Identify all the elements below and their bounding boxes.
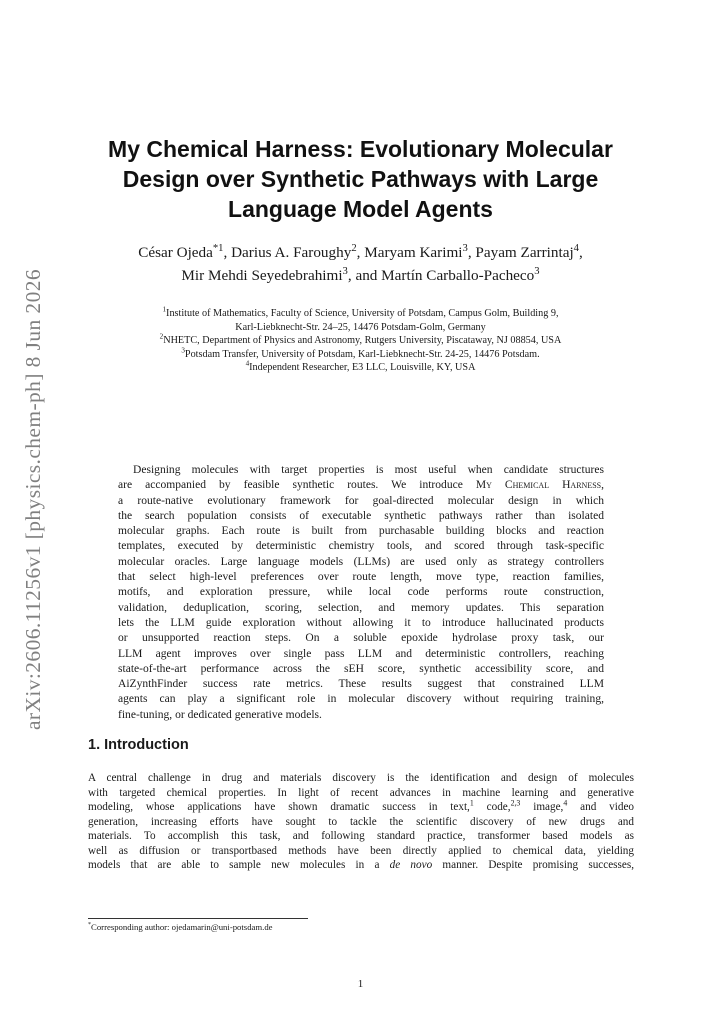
body-text: code,	[473, 801, 511, 814]
body-line: generation, increasing efforts have sought to tackle the scientific discovery of new drugs and	[88, 815, 634, 828]
affiliation-mark: 1	[162, 305, 167, 314]
author-name: , Darius A. Faroughy	[223, 244, 352, 261]
affiliation-list	[60, 307, 661, 375]
affiliation-line	[60, 348, 661, 362]
body-text: models that are able to sample new molecules in a	[88, 859, 380, 872]
title-line: Design over Synthetic Pathways with Large	[122, 166, 599, 192]
abstract-text: are accompanied by feasible synthetic routes. We introduce	[118, 479, 463, 492]
affiliation-mark: 3	[181, 346, 185, 355]
abstract-line: LLM agent improves over single pass LLM and deterministic controllers, reaching	[118, 647, 604, 660]
affiliation-line	[60, 361, 661, 375]
author-affiliation-mark: 3	[342, 265, 348, 277]
title-line: Language Model Agents	[228, 196, 493, 222]
abstract-line: Designing molecules with target properties is most useful when candidate structures	[133, 464, 604, 476]
citation-mark: 1	[469, 798, 474, 808]
author-list	[60, 241, 661, 287]
citation-mark: 4	[563, 798, 568, 808]
author-affiliation-mark: 3	[462, 242, 468, 254]
body-text: manner. Despite promising successes,	[432, 859, 635, 872]
introduction-paragraph	[88, 771, 634, 873]
author-separator: ,	[578, 244, 583, 261]
abstract-line: motifs, and exploration pressure, while local code performs route construction,	[118, 586, 604, 599]
author-line-1	[60, 241, 661, 264]
author-affiliation-mark: 2	[351, 242, 357, 254]
affiliation-mark: 4	[245, 359, 250, 368]
footnote-mark: *	[88, 922, 92, 929]
body-text: image,	[520, 801, 564, 814]
citation-mark: 2,3	[510, 798, 521, 808]
affiliation-line	[60, 321, 661, 335]
footnote-text: Corresponding author: ojedamarin@uni-potsdam.de	[91, 922, 273, 932]
abstract-line: state-of-the-art performance across the sEH score, synthetic accessibility score, and	[118, 662, 604, 675]
abstract-line	[118, 478, 604, 493]
author-name: Mir Mehdi Seyedebrahimi	[181, 267, 343, 284]
abstract-text: ,	[601, 479, 604, 492]
affiliation-text: Karl-Liebknecht-Str. 24–25, 14476 Potsdam-Golm, Germany	[235, 321, 486, 333]
abstract-line: the search population consists of executable synthetic pathways rather than isolated	[118, 509, 604, 522]
body-line: with targeted chemical properties. In light of recent advances in machine learning and generative	[88, 786, 634, 799]
body-text: modeling, whose applications have shown dramatic success in text,	[88, 801, 470, 814]
author-name: , Payam Zarrintaj	[467, 244, 574, 261]
body-line	[88, 858, 634, 873]
affiliation-text: Institute of Mathematics, Faculty of Science, University of Potsdam, Campus Golm, Building 9,	[166, 308, 559, 319]
abstract-line: agents can play a significant role in molecular discovery without requiring training,	[118, 693, 604, 706]
affiliation-line	[60, 334, 661, 348]
title-line: My Chemical Harness: Evolutionary Molecular	[108, 136, 613, 162]
affiliation-text: Potsdam Transfer, University of Potsdam, Karl-Liebknecht-Str. 24-25, 14476 Potsdam.	[184, 348, 540, 360]
arxiv-identifier-stamp	[14, 254, 54, 744]
abstract-line: lets the LLM guide exploration without allowing it to introduce hallucinated products	[118, 616, 604, 629]
abstract-line: templates, executed by deterministic chemistry tools, and scored through task-specific	[118, 540, 604, 553]
body-text: and video	[567, 801, 635, 814]
author-affiliation-mark: *1	[212, 242, 224, 254]
author-name: , and Martín Carballo-Pacheco	[347, 267, 535, 284]
abstract-line: validation, deduplication, scoring, selection, and memory updates. This separation	[118, 601, 604, 614]
abstract-line: molecular graphs. Each route is built from purchasable building blocks and reaction	[118, 525, 604, 538]
italic-term: de novo	[389, 859, 433, 872]
abstract-line: molecular oracles. Large language models (LLMs) are used only as strategy controllers	[118, 555, 604, 568]
page-number: 1	[357, 978, 364, 990]
author-affiliation-mark: 3	[534, 265, 540, 277]
abstract-line: or unsupported reaction steps. On a soluble epoxide hydrolase proxy task, our	[118, 632, 604, 645]
abstract-line: that select high-level preferences over route length, move type, reaction families,	[118, 571, 604, 584]
footnote	[88, 922, 273, 932]
body-line: well as diffusion or transportbased methods have been directly applied to chemical data, yielding	[88, 844, 634, 857]
author-name: , Maryam Karimi	[356, 244, 463, 261]
footnote-divider	[88, 918, 308, 919]
body-line	[88, 800, 634, 815]
framework-name: My Chemical Harness	[475, 479, 602, 492]
body-line: materials. To accomplish this task, and following standard practice, transformer based models as	[88, 830, 634, 843]
affiliation-text: Independent Researcher, E3 LLC, Louisville, KY, USA	[249, 362, 476, 373]
abstract-line: a route-native evolutionary framework for goal-directed molecular design in which	[118, 494, 604, 507]
abstract-line: fine-tuning, or dedicated generative models.	[118, 708, 322, 721]
body-line: A central challenge in drug and materials discovery is the identification and design of molecules	[88, 772, 634, 784]
affiliation-text: NHETC, Department of Physics and Astronomy, Rutgers University, Piscataway, NJ 08854, USA	[163, 335, 562, 346]
affiliation-mark: 2	[159, 332, 164, 341]
author-affiliation-mark: 4	[573, 242, 579, 254]
arxiv-identifier-text: arXiv:2606.11256v1 [physics.chem-ph] 8 Jun 2026	[21, 268, 46, 730]
abstract-line: AiZynthFinder success rate metrics. These results suggest that constrained LLM	[118, 678, 604, 691]
paper-title	[80, 134, 641, 224]
author-name: César Ojeda	[138, 244, 213, 261]
affiliation-line	[60, 307, 661, 321]
author-line-2	[60, 264, 661, 287]
section-heading-introduction: 1. Introduction	[88, 737, 189, 753]
abstract	[118, 463, 604, 723]
